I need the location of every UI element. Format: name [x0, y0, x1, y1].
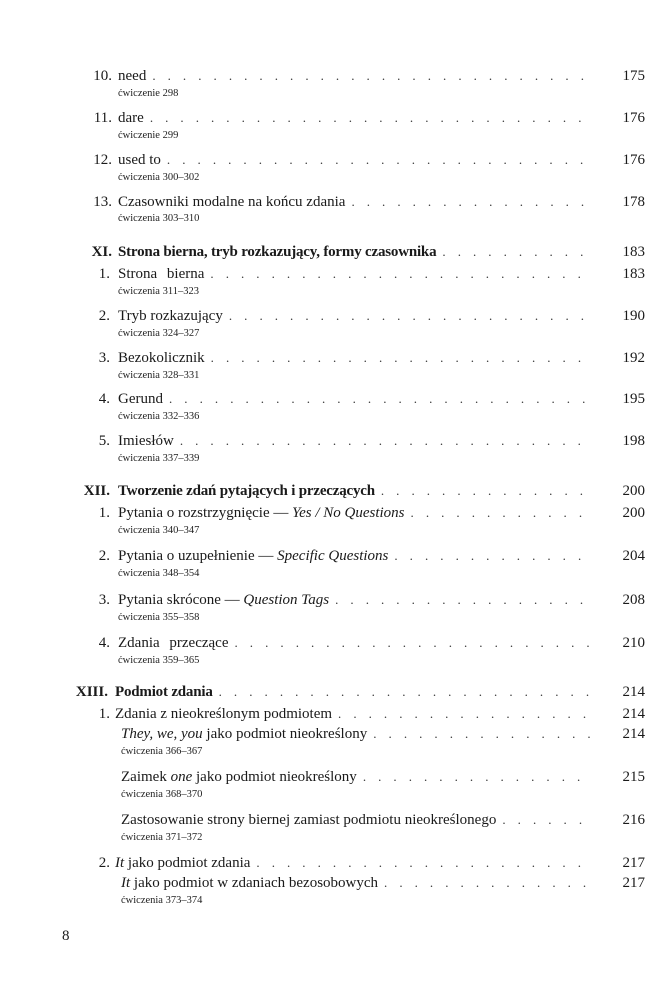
- chapter-title: Podmiot zdania: [115, 684, 213, 700]
- toc-entry: [0, 503, 665, 523]
- page-number: 216: [622, 812, 645, 828]
- leader-dots: [442, 242, 590, 262]
- page-number: 214: [622, 726, 645, 742]
- toc-chapter: [0, 481, 665, 501]
- page-number: 217: [622, 875, 645, 891]
- page-number: 200: [622, 483, 645, 499]
- page-number: 210: [622, 635, 645, 651]
- toc-entry: [0, 108, 665, 128]
- exercise-ref: ćwiczenia 300–302: [118, 172, 200, 183]
- page-number: 198: [622, 433, 645, 449]
- entry-title: used to: [118, 152, 161, 168]
- entry-title: Imiesłów: [118, 433, 174, 449]
- toc-entry: [0, 853, 665, 873]
- toc-entry: [0, 306, 665, 326]
- leader-dots: [235, 633, 591, 653]
- entry-number: 3.: [98, 592, 110, 608]
- exercise-ref: ćwiczenie 299: [118, 130, 179, 141]
- entry-number: 1.: [98, 266, 110, 282]
- page-number: 208: [622, 592, 645, 608]
- exercise-ref: ćwiczenia 311–323: [118, 286, 199, 297]
- toc-entry: [0, 431, 665, 451]
- toc-subentry: [0, 873, 665, 893]
- leader-dots: [363, 767, 590, 787]
- entry-number: 1.: [98, 505, 110, 521]
- chapter-title: Strona bierna, tryb rozkazujący, formy czasownika: [118, 244, 437, 260]
- exercise-ref: ćwiczenia 328–331: [118, 370, 200, 381]
- entry-title-italic: one: [170, 769, 193, 785]
- entry-number: 5.: [98, 433, 110, 449]
- entry-title: Czasowniki modalne na końcu zdania: [118, 194, 346, 210]
- entry-title: jako podmiot nieokreślony: [196, 769, 357, 785]
- exercise-ref: ćwiczenia 340–347: [118, 525, 200, 536]
- exercise-ref: ćwiczenia 368–370: [121, 789, 203, 800]
- toc-entry: [0, 704, 665, 724]
- entry-number: 12.: [93, 152, 112, 168]
- entry-title-italic: It: [115, 855, 125, 871]
- toc-subentry: [0, 810, 665, 830]
- entry-title: jako podmiot nieokreślony: [206, 726, 368, 742]
- entry-title: Zdania z nieokreślonym podmiotem: [115, 706, 333, 722]
- leader-dots: [338, 704, 590, 724]
- page-number: 176: [622, 152, 645, 168]
- chapter-number: XII.: [83, 483, 110, 499]
- leader-dots: [373, 724, 590, 744]
- entry-title: Pytania o rozstrzygnięcie —: [118, 505, 289, 521]
- exercise-ref: ćwiczenia 366–367: [121, 746, 203, 757]
- entry-title: Tryb rozkazujący: [118, 308, 223, 324]
- page-folio: 8: [62, 928, 70, 944]
- entry-number: 2.: [98, 308, 110, 324]
- leader-dots: [167, 150, 590, 170]
- entry-number: 2.: [98, 855, 110, 871]
- page-number: 217: [622, 855, 645, 871]
- exercise-ref: ćwiczenia 332–336: [118, 411, 200, 422]
- toc-chapter: [0, 682, 665, 702]
- toc-entry: [0, 389, 665, 409]
- entry-number: 3.: [98, 350, 110, 366]
- exercise-ref: ćwiczenia 371–372: [121, 832, 203, 843]
- entry-title: Pytania skrócone —: [118, 592, 240, 608]
- exercise-ref: ćwiczenia 355–358: [118, 612, 200, 623]
- entry-title-italic: Yes / No Questions: [292, 505, 405, 521]
- toc-entry: [0, 192, 665, 212]
- entry-title-italic: Specific Questions: [277, 548, 389, 564]
- entry-title: Bezokolicznik: [118, 350, 205, 366]
- page-number: 195: [622, 391, 645, 407]
- entry-number: 4.: [98, 391, 110, 407]
- leader-dots: [381, 481, 590, 501]
- leader-dots: [229, 306, 590, 326]
- toc-chapter: [0, 242, 665, 262]
- exercise-ref: ćwiczenia 348–354: [118, 568, 200, 579]
- exercise-ref: ćwiczenia 359–365: [118, 655, 200, 666]
- exercise-ref: ćwiczenia 337–339: [118, 453, 200, 464]
- leader-dots: [411, 503, 590, 523]
- leader-dots: [394, 546, 590, 566]
- exercise-ref: ćwiczenie 298: [118, 88, 179, 99]
- leader-dots: [384, 873, 590, 893]
- entry-title: Zastosowanie strony biernej zamiast podmiotu nieokreślonego: [121, 812, 497, 828]
- leader-dots: [211, 348, 590, 368]
- leader-dots: [169, 389, 590, 409]
- page-number: 215: [622, 769, 645, 785]
- entry-title: Zdania przeczące: [118, 635, 229, 651]
- entry-number: 11.: [93, 110, 112, 126]
- toc-entry: [0, 66, 665, 86]
- entry-title-italic: They, we, you: [121, 726, 203, 742]
- leader-dots: [150, 108, 590, 128]
- page-number: 190: [622, 308, 645, 324]
- entry-title: Strona bierna: [118, 266, 205, 282]
- leader-dots: [351, 192, 590, 212]
- leader-dots: [210, 264, 590, 284]
- leader-dots: [219, 682, 590, 702]
- entry-number: 4.: [98, 635, 110, 651]
- entry-title-italic: It: [121, 875, 131, 891]
- leader-dots: [256, 853, 590, 873]
- toc-entry: [0, 150, 665, 170]
- toc-subentry: [0, 767, 665, 787]
- page-number: 214: [622, 684, 645, 700]
- exercise-ref: ćwiczenia 324–327: [118, 328, 200, 339]
- leader-dots: [502, 810, 590, 830]
- chapter-number: XI.: [91, 244, 112, 260]
- entry-title: Zaimek: [121, 769, 167, 785]
- leader-dots: [180, 431, 590, 451]
- page-number: 176: [622, 110, 645, 126]
- entry-title: jako podmiot w zdaniach bezosobowych: [133, 875, 379, 891]
- page-number: 183: [622, 244, 645, 260]
- toc-entry: [0, 633, 665, 653]
- toc-entry: [0, 590, 665, 610]
- leader-dots: [152, 66, 590, 86]
- entry-number: 10.: [93, 68, 112, 84]
- page-number: 200: [622, 505, 645, 521]
- page-number: 204: [622, 548, 645, 564]
- page-number: 183: [622, 266, 645, 282]
- page-number: 192: [622, 350, 645, 366]
- entry-title: Pytania o uzupełnienie —: [118, 548, 274, 564]
- toc-entry: [0, 348, 665, 368]
- chapter-number: XIII.: [75, 684, 108, 700]
- entry-number: 2.: [98, 548, 110, 564]
- page-number: 178: [622, 194, 645, 210]
- toc-subentry: [0, 724, 665, 744]
- entry-number: 13.: [93, 194, 112, 210]
- page-number: 175: [622, 68, 645, 84]
- entry-title-italic: Question Tags: [243, 592, 330, 608]
- exercise-ref: ćwiczenia 373–374: [121, 895, 203, 906]
- leader-dots: [335, 590, 590, 610]
- entry-title: need: [118, 68, 147, 84]
- entry-title: Gerund: [118, 391, 163, 407]
- toc-entry: [0, 264, 665, 284]
- entry-number: 1.: [98, 706, 110, 722]
- page-number: 214: [622, 706, 645, 722]
- chapter-title: Tworzenie zdań pytających i przeczących: [118, 483, 375, 499]
- entry-title: jako podmiot zdania: [127, 855, 251, 871]
- entry-title: dare: [118, 110, 144, 126]
- exercise-ref: ćwiczenia 303–310: [118, 213, 200, 224]
- toc-entry: [0, 546, 665, 566]
